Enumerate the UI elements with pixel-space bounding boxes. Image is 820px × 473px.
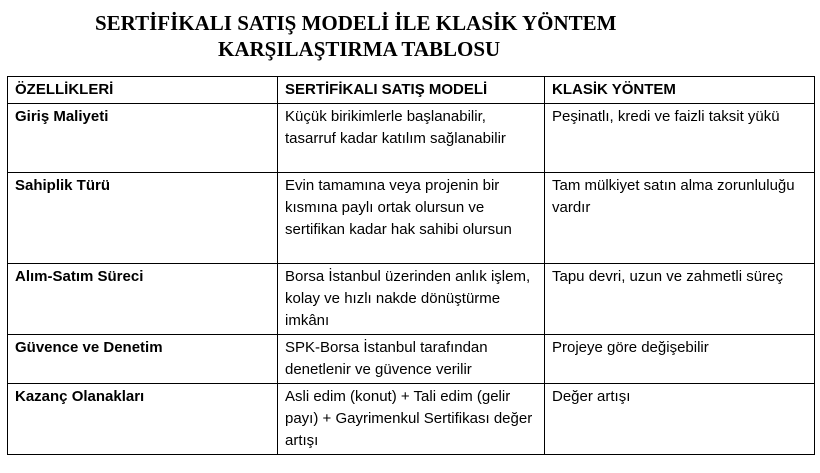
table-row [8,104,815,173]
feature-cell: Sahiplik Türü [8,173,278,264]
header-classic-method: KLASİK YÖNTEM [545,77,815,104]
feature-cell: Alım-Satım Süreci [8,264,278,335]
title-line-1: SERTİFİKALI SATIŞ MODELİ İLE KLASİK YÖNTEM [95,11,617,35]
title-line-2: KARŞILAŞTIRMA TABLOSU [218,37,501,61]
classic-cell: Tapu devri, uzun ve zahmetli süreç [545,264,815,335]
table-row [8,335,815,384]
table-row [8,173,815,264]
certified-cell: Evin tamamına veya projenin bir kısmına paylı ortak olursun ve sertifikan kadar hak sahibi olursun [278,173,545,264]
classic-cell: Değer artışı [545,384,815,455]
certified-cell: SPK-Borsa İstanbul tarafından denetlenir ve güvence verilir [278,335,545,384]
certified-cell: Borsa İstanbul üzerinden anlık işlem, kolay ve hızlı nakde dönüştürme imkânı [278,264,545,335]
classic-cell: Peşinatlı, kredi ve faizli taksit yükü [545,104,815,173]
header-features: ÖZELLİKLERİ [8,77,278,104]
classic-cell: Tam mülkiyet satın alma zorunluluğu vardır [545,173,815,264]
classic-cell: Projeye göre değişebilir [545,335,815,384]
document-title [0,10,820,62]
feature-cell: Kazanç Olanakları [8,384,278,455]
table-header-row [8,77,815,104]
feature-cell: Giriş Maliyeti [8,104,278,173]
certified-cell: Küçük birikimlerle başlanabilir, tasarruf kadar katılım sağlanabilir [278,104,545,173]
certified-cell: Asli edim (konut) + Tali edim (gelir payı) + Gayrimenkul Sertifikası değer artışı [278,384,545,455]
table-row [8,384,815,455]
header-certified-model: SERTİFİKALI SATIŞ MODELİ [278,77,545,104]
feature-cell: Güvence ve Denetim [8,335,278,384]
comparison-table [7,76,815,455]
table-row [8,264,815,335]
